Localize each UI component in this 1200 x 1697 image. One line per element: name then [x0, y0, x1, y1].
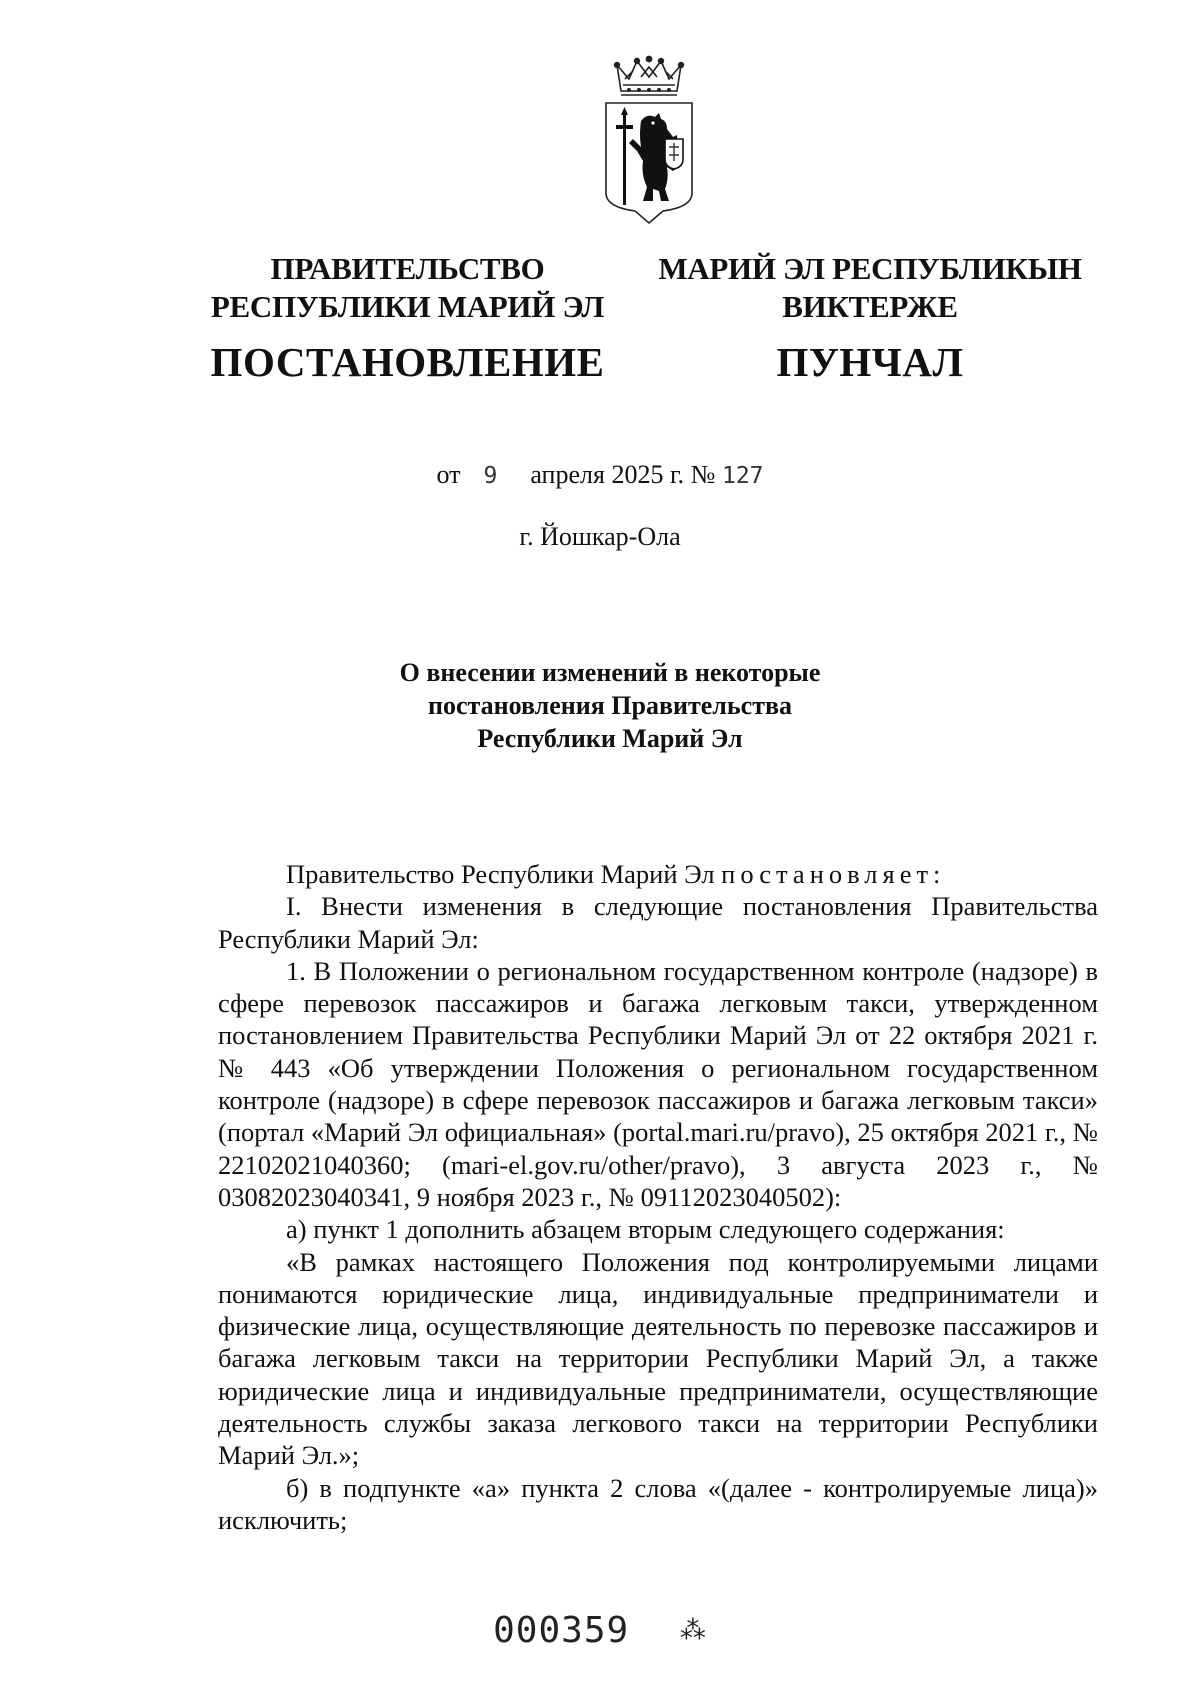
date-day: 9 — [483, 463, 498, 489]
serial-value: 000359 — [493, 1610, 630, 1651]
document-type-mari: ПУНЧАЛ — [776, 339, 964, 385]
government-name-mari — [655, 250, 1085, 386]
title-line-2: постановления Правительства — [428, 691, 792, 720]
document-date — [0, 460, 1200, 490]
government-line-2-mari: ВИКТЕРЖЕ — [782, 289, 958, 324]
document-body — [218, 858, 1098, 1536]
city: г. Йошкар-Ола — [519, 522, 681, 551]
document-type-ru: ПОСТАНОВЛЕНИЕ — [210, 339, 605, 385]
date-prefix: от — [436, 460, 461, 489]
coat-of-arms-icon — [603, 55, 695, 227]
title-line-1: О внесении изменений в некоторые — [399, 658, 821, 687]
item-a-quote: «В рамках настоящего Положения под контролируемыми лицами понимаются юридические лица, индивидуальные предприниматели и физические лица, осуществляющие деятельность по перевозке пассажиров и багажа легковым такси на территории Республики Марий Эл, а также юридические лица и индивидуальные предприниматели, осуществляющие деятельность службы заказа легкового такси на территории Республики Марий Эл.»; — [218, 1246, 1098, 1471]
government-name-ru — [205, 250, 610, 386]
resolves-lead: Правительство Республики Марий Эл — [286, 859, 715, 889]
resolves-word: постановляет: — [721, 859, 946, 889]
asterism-icon: ⁂ — [679, 1616, 707, 1646]
date-month-year: апреля 2025 г. № — [530, 460, 716, 489]
government-line-1-mari: МАРИЙ ЭЛ РЕСПУБЛИКЫН — [658, 251, 1082, 286]
document-title — [300, 656, 920, 755]
item-1: 1. В Положении о региональном государственном контроле (надзоре) в сфере перевозок пассажиров и багажа легковым такси, утвержденном постановлением Правительства Республики Марий Эл от 22 октября 2021 г. № 443 «Об утверждении Положения о региональном государственном контроле (надзоре) в сфере перевозок пассажиров и багажа легковым такси» (портал «Марий Эл официальная» (portal.mari.ru/pravo), 25 октября 2021 г., № 22102021040360; (mari-el.gov.ru/other/pravo), 3 августа 2023 г., № 03082023040341, 9 ноября 2023 г., № 09112023040502): — [218, 955, 1098, 1212]
government-line-2: РЕСПУБЛИКИ МАРИЙ ЭЛ — [210, 289, 605, 324]
government-line-1: ПРАВИТЕЛЬСТВО — [270, 251, 545, 286]
item-b: б) в подпункте «а» пункта 2 слова «(далее - контролируемые лица)» исключить; — [218, 1472, 1098, 1535]
item-a: а) пункт 1 дополнить абзацем вторым следующего содержания: — [286, 1214, 1005, 1245]
document-number: 127 — [721, 463, 764, 489]
title-line-3: Республики Марий Эл — [477, 724, 743, 753]
resolves-paragraph — [218, 858, 1098, 890]
item-I: I. Внести изменения в следующие постановления Правительства Республики Марий Эл: — [218, 891, 1098, 954]
serial-number — [0, 1610, 1200, 1651]
